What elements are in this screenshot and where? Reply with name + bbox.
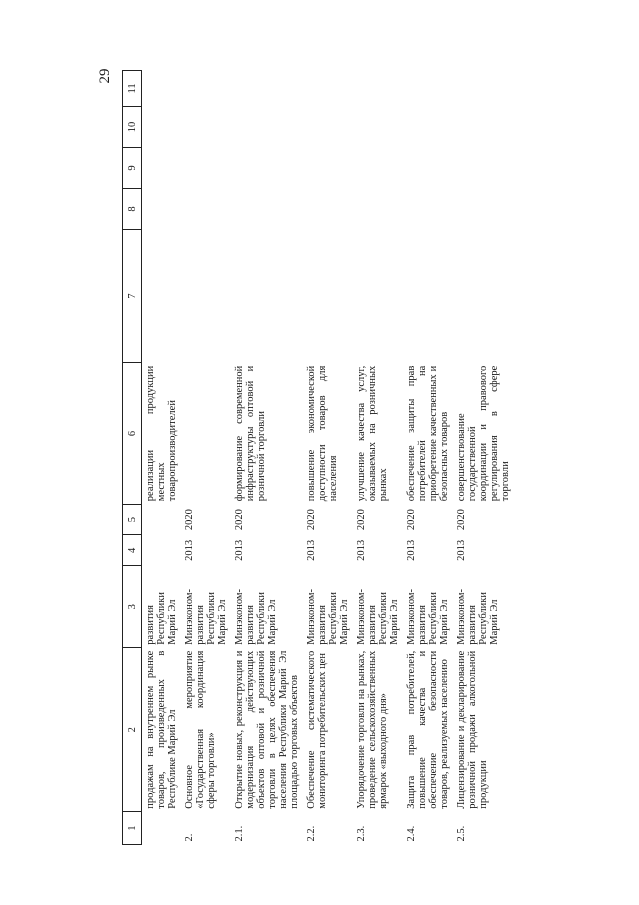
table-row [303, 71, 353, 845]
col-header-9: 9 [123, 147, 142, 188]
end-year: 2020 [456, 509, 467, 531]
start-year: 2013 [234, 539, 245, 561]
expected-result: реализации продукции местных товаропроизводителей [145, 365, 178, 502]
row-number: 2.5. [456, 825, 467, 842]
executor: Минэконом-развития Республики Марий Эл [456, 588, 500, 645]
row-number: 2.1. [234, 825, 245, 842]
expected-result: обеспечение защиты прав потребителей на приобретение качественных и безопасных товаров [406, 365, 450, 502]
activity-name: Защита прав потребителей, повышение качества и обеспечение безопасности товаров, реализуемых населению [406, 650, 450, 809]
executor: Минэконом-развития Республики Марий Эл [306, 588, 350, 645]
end-year: 2020 [234, 509, 245, 531]
activity-name: Упорядочение торговли на рынках, проведение сельскохозяйственных ярмарок «выходного дня» [356, 650, 389, 809]
row-number: 2. [184, 833, 195, 842]
activity-name: Основное мероприятие «Государственная координация сферы торговли» [184, 650, 217, 809]
activity-name: Обеспечение систематического мониторинга потребительских цен [306, 650, 328, 809]
table-row [353, 71, 403, 845]
page-number: 29 [97, 68, 113, 84]
executor: Минэконом-развития Республики Марий Эл [356, 588, 400, 645]
start-year: 2013 [456, 539, 467, 561]
end-year: 2020 [184, 509, 195, 531]
start-year: 2013 [306, 539, 317, 561]
program-table [122, 70, 514, 845]
activity-name: продажам на внутреннем рынке товаров, произведенных в Республике Марий Эл [145, 650, 178, 809]
expected-result: улучшение качества услуг, оказываемых на розничных рынках [356, 365, 389, 502]
table-row [181, 71, 231, 845]
end-year: 2020 [356, 509, 367, 531]
expected-result: повышение экономической доступности товаров для населения [306, 365, 339, 502]
start-year: 2013 [184, 539, 195, 561]
col-header-5: 5 [123, 504, 142, 535]
end-year [142, 504, 182, 535]
table-row [231, 71, 303, 845]
row-number: 2.3. [356, 825, 367, 842]
table-row [403, 71, 453, 845]
row-number: 2.4. [406, 825, 417, 842]
col-header-4: 4 [123, 535, 142, 566]
start-year: 2013 [406, 539, 417, 561]
rotated-page-frame [122, 70, 517, 845]
end-year: 2020 [306, 509, 317, 531]
activity-name: Открытие новых, реконструкция и модернизация действующих объектов оптовой и розничной торговли в целях обеспечения населения Республики Марий Эл площадью торговых объектов [234, 650, 300, 809]
expected-result: формирование современной инфраструктуры оптовой и розничной торговли [234, 365, 267, 502]
start-year: 2013 [356, 539, 367, 561]
col-header-6: 6 [123, 363, 142, 504]
table-row [453, 71, 514, 845]
col-header-1: 1 [123, 812, 142, 845]
col-header-3: 3 [123, 566, 142, 648]
end-year: 2020 [406, 509, 417, 531]
expected-result: совершенствование государственной координации и правового регулирования в сфере торговли [456, 365, 511, 502]
col-header-2: 2 [123, 648, 142, 812]
col-header-10: 10 [123, 106, 142, 147]
col-header-11: 11 [123, 71, 142, 107]
expected-result [181, 363, 231, 504]
activity-name: Лицензирование и декларирование розничной продажи алкогольной продукции [456, 650, 489, 809]
col-header-8: 8 [123, 188, 142, 229]
executor: Минэконом-развития Республики Марий Эл [184, 588, 228, 645]
table-row [142, 71, 182, 845]
executor: развития Республики Марий Эл [145, 592, 178, 645]
row-number: 2.2. [306, 825, 317, 842]
start-year [142, 535, 182, 566]
col-header-7: 7 [123, 229, 142, 362]
executor: Минэконом-развития Республики Марий Эл [234, 588, 278, 645]
executor: Минэконом-развития Республики Марий Эл [406, 588, 450, 645]
table-header-row [123, 71, 142, 845]
row-number [142, 812, 182, 845]
